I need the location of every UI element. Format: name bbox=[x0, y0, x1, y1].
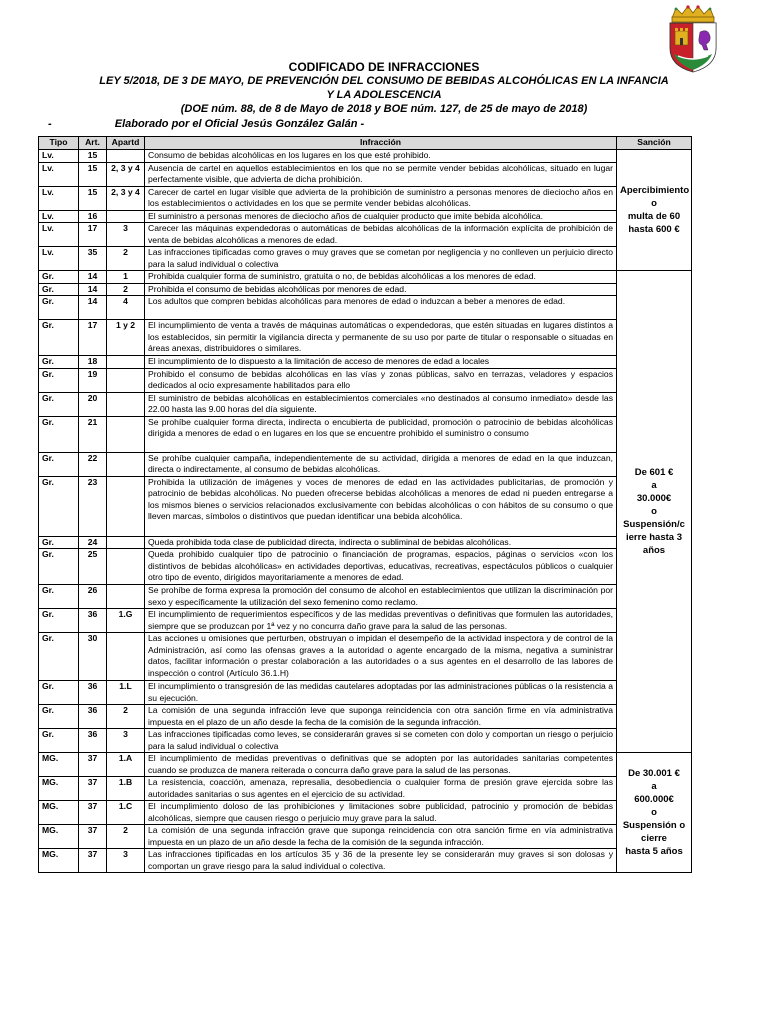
cell-infraccion: Las infracciones tipificadas en los artículos 35 y 36 de la presente ley se considerarán muy graves si son dolosas y comportan un grave riesgo para la salud individual o colectiva. bbox=[145, 849, 617, 873]
cell-articulo: 15 bbox=[79, 186, 107, 210]
cell-articulo: 14 bbox=[79, 296, 107, 320]
cell-apartado bbox=[107, 392, 145, 416]
sancion-line: ierre hasta 3 bbox=[626, 532, 682, 543]
cell-tipo: Lv. bbox=[39, 162, 79, 186]
cell-apartado: 3 bbox=[107, 849, 145, 873]
cell-apartado: 1 y 2 bbox=[107, 320, 145, 356]
cell-articulo: 17 bbox=[79, 223, 107, 247]
cell-tipo: Lv. bbox=[39, 210, 79, 223]
cell-apartado: 3 bbox=[107, 729, 145, 753]
cell-articulo: 36 bbox=[79, 609, 107, 633]
cell-apartado: 2, 3 y 4 bbox=[107, 186, 145, 210]
cell-infraccion: La comisión de una segunda infracción leve que suponga reincidencia con otra sanción firme en vía administrativa impuesta en el plazo de un año desde la fecha de la comisión de la segunda infracción. bbox=[145, 705, 617, 729]
cell-infraccion: El incumplimiento de lo dispuesto a la limitación de acceso de menores de edad a locales bbox=[145, 356, 617, 369]
cell-tipo: Gr. bbox=[39, 356, 79, 369]
cell-infraccion: Carecer de cartel en lugar visible que advierta de la prohibición de suministro a personas menores de dieciocho años en los establecimientos o actividades en los que se permite vender bebidas alcohólicas. bbox=[145, 186, 617, 210]
cell-infraccion: La comisión de una segunda infracción grave que suponga reincidencia con otra sanción firme en vía administrativa impuesta en un plazo de un año desde la fecha de la comisión de la segunda infracción. bbox=[145, 825, 617, 849]
law-title-line2: Y LA ADOLESCENCIA bbox=[326, 89, 442, 101]
table-row bbox=[39, 633, 692, 681]
cell-apartado: 2 bbox=[107, 825, 145, 849]
cell-infraccion: Queda prohibida toda clase de publicidad directa, indirecta o subliminal de bebidas alcohólicas. bbox=[145, 536, 617, 549]
table-row bbox=[39, 186, 692, 210]
cell-articulo: 36 bbox=[79, 705, 107, 729]
cell-apartado: 1.A bbox=[107, 753, 145, 777]
cell-apartado: 1.B bbox=[107, 777, 145, 801]
cell-infraccion: Los adultos que compren bebidas alcohólicas para menores de edad o induzcan a beber a menores de edad. bbox=[145, 296, 617, 320]
table-row bbox=[39, 681, 692, 705]
cell-apartado: 2 bbox=[107, 705, 145, 729]
law-title-line1: LEY 5/2018, DE 3 DE MAYO, DE PREVENCIÓN DEL CONSUMO DE BEBIDAS ALCOHÓLICAS EN LA INFANCIA bbox=[99, 75, 669, 87]
cell-tipo: Gr. bbox=[39, 536, 79, 549]
table-row bbox=[39, 392, 692, 416]
cell-infraccion: La resistencia, coacción, amenaza, represalia, desobediencia o cualquier forma de presión grave ejercida sobre las autoridades sanitarias o sus agentes en el ejercicio de su actividad. bbox=[145, 777, 617, 801]
cell-infraccion: Queda prohibido cualquier tipo de patrocinio o financiación de programas, espacios, páginas o servicios «con los distintivos de bebidas alcohólicas» en actividades deportivas, educativas, recreativas, espectáculos públicos o cualquier otro tipo de evento, dirigidos mayoritariamente a menores de edad. bbox=[145, 549, 617, 585]
table-row bbox=[39, 416, 692, 452]
cell-tipo: Gr. bbox=[39, 705, 79, 729]
table-body bbox=[39, 150, 692, 873]
column-header-tipo: Tipo bbox=[39, 137, 79, 150]
table-row bbox=[39, 271, 692, 284]
cell-tipo: MG. bbox=[39, 849, 79, 873]
cell-articulo: 24 bbox=[79, 536, 107, 549]
cell-articulo: 26 bbox=[79, 585, 107, 609]
cell-tipo: Gr. bbox=[39, 609, 79, 633]
table-row bbox=[39, 705, 692, 729]
cell-infraccion: Se prohíbe cualquier forma directa, indirecta o encubierta de publicidad, promoción o patrocinio de bebidas alcohólicas dirigida a menores de edad o en lugares en los que se encuentre prohibido el suministro o consumo bbox=[145, 416, 617, 452]
cell-infraccion: El suministro de bebidas alcohólicas en establecimientos comerciales «no destinados al consumo inmediato» desde las 22.00 hasta las 9.00 horas del día siguiente. bbox=[145, 392, 617, 416]
column-header-sancion: Sanción bbox=[617, 137, 692, 150]
cell-apartado: 1.C bbox=[107, 801, 145, 825]
cell-apartado bbox=[107, 150, 145, 163]
cell-articulo: 15 bbox=[79, 150, 107, 163]
cell-articulo: 36 bbox=[79, 729, 107, 753]
table-row bbox=[39, 849, 692, 873]
cell-infraccion: Prohibida cualquier forma de suministro, gratuita o no, de bebidas alcohólicas a los menores de edad. bbox=[145, 271, 617, 284]
cell-apartado bbox=[107, 476, 145, 536]
column-header-apartado: Apartd bbox=[107, 137, 145, 150]
cell-infraccion: El incumplimiento de venta a través de máquinas automáticas o expendedoras, que estén situadas en lugares distintos a los establecidos, sin permitir la vigilancia directa y permanente de su uso por parte de titular o responsable o situadas en áreas anexas, distribuidores o similares. bbox=[145, 320, 617, 356]
cell-sancion-muy-grave bbox=[617, 753, 692, 873]
table-row bbox=[39, 320, 692, 356]
cell-tipo: Lv. bbox=[39, 186, 79, 210]
sancion-line: hasta 600 € bbox=[628, 224, 680, 235]
table-row bbox=[39, 283, 692, 296]
cell-apartado: 1.L bbox=[107, 681, 145, 705]
sancion-line: Apercibimiento bbox=[620, 185, 690, 196]
cell-apartado: 2 bbox=[107, 247, 145, 271]
cell-apartado: 1 bbox=[107, 271, 145, 284]
cell-tipo: MG. bbox=[39, 777, 79, 801]
cell-tipo: Gr. bbox=[39, 283, 79, 296]
cell-tipo: MG. bbox=[39, 801, 79, 825]
table-row bbox=[39, 549, 692, 585]
cell-articulo: 23 bbox=[79, 476, 107, 536]
cell-apartado: 2, 3 y 4 bbox=[107, 162, 145, 186]
table-row bbox=[39, 777, 692, 801]
cell-articulo: 37 bbox=[79, 849, 107, 873]
sancion-line: a bbox=[651, 480, 657, 491]
author-text: Elaborado por el Oficial Jesús González Galán - bbox=[114, 118, 365, 130]
cell-sancion-leve bbox=[617, 150, 692, 271]
cell-tipo: Gr. bbox=[39, 549, 79, 585]
cell-apartado: 3 bbox=[107, 223, 145, 247]
table-row bbox=[39, 210, 692, 223]
cell-infraccion: Se prohíbe cualquier campaña, independientemente de su actividad, dirigida a menores de edad en la que induzcan, directa o indirectamente, al consumo de bebidas alcohólicas. bbox=[145, 452, 617, 476]
column-header-infraccion: Infracción bbox=[145, 137, 617, 150]
document-title: CODIFICADO DE INFRACCIONES bbox=[288, 60, 480, 74]
cell-apartado bbox=[107, 452, 145, 476]
table-row bbox=[39, 247, 692, 271]
cell-articulo: 36 bbox=[79, 681, 107, 705]
cell-articulo: 37 bbox=[79, 777, 107, 801]
cell-articulo: 37 bbox=[79, 801, 107, 825]
cell-infraccion: El incumplimiento de requerimientos específicos y de las medidas preventivas o definitivas que formulen las autoridades, siempre que se produzcan por 1ª vez y no concurra daño grave para la salud de las personas. bbox=[145, 609, 617, 633]
cell-articulo: 30 bbox=[79, 633, 107, 681]
cell-apartado bbox=[107, 416, 145, 452]
cell-articulo: 22 bbox=[79, 452, 107, 476]
cell-infraccion: Las acciones u omisiones que perturben, obstruyan o impidan el desempeño de la actividad inspectora y de control de la Administración, así como las ofensas graves a la autoridad o agente encargado de la misma, negativa a suministrar datos, facilitar información o prestar colaboración a las autoridades o a sus agentes en el desarrollo de las labores de inspección o control (Artículo 36.1.H) bbox=[145, 633, 617, 681]
sancion-line: De 601 € bbox=[634, 467, 674, 478]
cell-tipo: Gr. bbox=[39, 296, 79, 320]
cell-apartado bbox=[107, 210, 145, 223]
cell-apartado: 2 bbox=[107, 283, 145, 296]
table-row bbox=[39, 825, 692, 849]
sancion-line: o bbox=[651, 807, 657, 818]
table-row bbox=[39, 356, 692, 369]
cell-infraccion: Las infracciones tipificadas como graves o muy graves que se cometan por negligencia y no conlleven un perjuicio directo para la salud individual o colectiva bbox=[145, 247, 617, 271]
cell-apartado bbox=[107, 549, 145, 585]
cell-tipo: MG. bbox=[39, 753, 79, 777]
cell-infraccion: Ausencia de cartel en aquellos establecimientos en los que no se permite vender bebidas alcohólicas, situado en lugar perfectamente visible, que advierta de dicha prohibición. bbox=[145, 162, 617, 186]
table-row bbox=[39, 729, 692, 753]
cell-tipo: Lv. bbox=[39, 247, 79, 271]
cell-apartado bbox=[107, 356, 145, 369]
sancion-line: cierre bbox=[641, 833, 667, 844]
cell-tipo: MG. bbox=[39, 825, 79, 849]
sancion-line: 600.000€ bbox=[634, 794, 674, 805]
table-row bbox=[39, 801, 692, 825]
table-row bbox=[39, 585, 692, 609]
cell-infraccion: Carecer las máquinas expendedoras o automáticas de bebidas alcohólicas de la información explícita de prohibición de venta de bebidas alcohólicas a menores de edad. bbox=[145, 223, 617, 247]
table-row bbox=[39, 368, 692, 392]
table-row bbox=[39, 476, 692, 536]
cell-articulo: 14 bbox=[79, 283, 107, 296]
sancion-line: 30.000€ bbox=[636, 493, 672, 504]
cell-infraccion: Consumo de bebidas alcohólicas en los lugares en los que esté prohibido. bbox=[145, 150, 617, 163]
sancion-line: Suspensión/c bbox=[623, 519, 685, 530]
sancion-line: hasta 5 años bbox=[625, 846, 683, 857]
sancion-line: a bbox=[651, 781, 657, 792]
table-row bbox=[39, 536, 692, 549]
cell-articulo: 17 bbox=[79, 320, 107, 356]
cell-sancion-grave bbox=[617, 271, 692, 753]
cell-articulo: 18 bbox=[79, 356, 107, 369]
cell-articulo: 19 bbox=[79, 368, 107, 392]
cell-infraccion: Prohibido el consumo de bebidas alcohólicas en las vías y zonas públicas, salvo en terrazas, veladores y espacios dedicados al ocio expresamente habilitados para ello bbox=[145, 368, 617, 392]
cell-apartado bbox=[107, 368, 145, 392]
cell-infraccion: El suministro a personas menores de dieciocho años de cualquier producto que imite bebida alcohólica. bbox=[145, 210, 617, 223]
cell-apartado: 4 bbox=[107, 296, 145, 320]
cell-tipo: Gr. bbox=[39, 452, 79, 476]
cell-infraccion: Prohibida la utilización de imágenes y voces de menores de edad en las actividades publicitarias, de promoción y patrocinio de bebidas alcohólicas. No pueden ofrecerse bebidas alcohólicas a menores de edad ni pueden entregarse a los mismos bienes o servicios relacionados exclusivamente con bebidas alcohólicas o con hábitos de su consumo o que lleven marcas, símbolos o distintivos que puedan identificar una bebida alcohólica. bbox=[145, 476, 617, 536]
cell-tipo: Gr. bbox=[39, 729, 79, 753]
cell-tipo: Lv. bbox=[39, 150, 79, 163]
table-row bbox=[39, 452, 692, 476]
cell-articulo: 37 bbox=[79, 753, 107, 777]
cell-articulo: 15 bbox=[79, 162, 107, 186]
table-row bbox=[39, 162, 692, 186]
cell-infraccion: El incumplimiento doloso de las prohibiciones y limitaciones sobre publicidad, patrocinio y promoción de bebidas alcohólicas, siempre que causen riesgo o perjuicio muy grave para la salud. bbox=[145, 801, 617, 825]
cell-articulo: 37 bbox=[79, 825, 107, 849]
cell-infraccion: Prohibida el consumo de bebidas alcohólicas por menores de edad. bbox=[145, 283, 617, 296]
cell-articulo: 35 bbox=[79, 247, 107, 271]
cell-tipo: Lv. bbox=[39, 223, 79, 247]
infractions-table bbox=[38, 136, 692, 873]
column-header-art: Art. bbox=[79, 137, 107, 150]
publication-reference: (DOE núm. 88, de 8 de Mayo de 2018 y BOE núm. 127, de 25 de mayo de 2018) bbox=[180, 103, 588, 115]
cell-tipo: Gr. bbox=[39, 271, 79, 284]
cell-apartado: 1.G bbox=[107, 609, 145, 633]
table-row bbox=[39, 753, 692, 777]
table-row bbox=[39, 609, 692, 633]
cell-infraccion: El incumplimiento o transgresión de las medidas cautelares adoptadas por las administraciones públicas o la resistencia a su ejecución. bbox=[145, 681, 617, 705]
cell-articulo: 21 bbox=[79, 416, 107, 452]
author-dash: - bbox=[48, 118, 52, 130]
cell-infraccion: Se prohíbe de forma expresa la promoción del consumo de alcohol en establecimientos que utilizan la discriminación por sexo y específicamente la utilización del sexo femenino como reclamo. bbox=[145, 585, 617, 609]
cell-apartado bbox=[107, 536, 145, 549]
cell-tipo: Gr. bbox=[39, 368, 79, 392]
author-line bbox=[30, 117, 600, 131]
sancion-line: años bbox=[642, 545, 666, 556]
sancion-line: o bbox=[651, 198, 657, 209]
sancion-line: Suspensión o bbox=[622, 820, 686, 831]
cell-tipo: Gr. bbox=[39, 476, 79, 536]
cell-tipo: Gr. bbox=[39, 585, 79, 609]
cell-apartado bbox=[107, 633, 145, 681]
table-header-row bbox=[39, 137, 692, 150]
cell-apartado bbox=[107, 585, 145, 609]
cell-articulo: 14 bbox=[79, 271, 107, 284]
cell-tipo: Gr. bbox=[39, 633, 79, 681]
cell-tipo: Gr. bbox=[39, 681, 79, 705]
sancion-line: o bbox=[651, 506, 657, 517]
table-row bbox=[39, 296, 692, 320]
cell-tipo: Gr. bbox=[39, 416, 79, 452]
cell-articulo: 20 bbox=[79, 392, 107, 416]
table-row bbox=[39, 150, 692, 163]
cell-infraccion: Las infracciones tipificadas como leves, se considerarán graves si se cometen con dolo y comportan un riesgo o perjuicio para la salud individual o colectiva bbox=[145, 729, 617, 753]
sancion-line: multa de 60 bbox=[627, 211, 681, 222]
cell-articulo: 16 bbox=[79, 210, 107, 223]
cell-tipo: Gr. bbox=[39, 320, 79, 356]
cell-infraccion: El incumplimiento de medidas preventivas o definitivas que se adopten por las autoridades sanitarias competentes cuando se produzca de manera reiterada o concurra daño grave para la salud de las personas. bbox=[145, 753, 617, 777]
cell-tipo: Gr. bbox=[39, 392, 79, 416]
sancion-line: De 30.001 € bbox=[628, 768, 680, 779]
table-row bbox=[39, 223, 692, 247]
cell-articulo: 25 bbox=[79, 549, 107, 585]
